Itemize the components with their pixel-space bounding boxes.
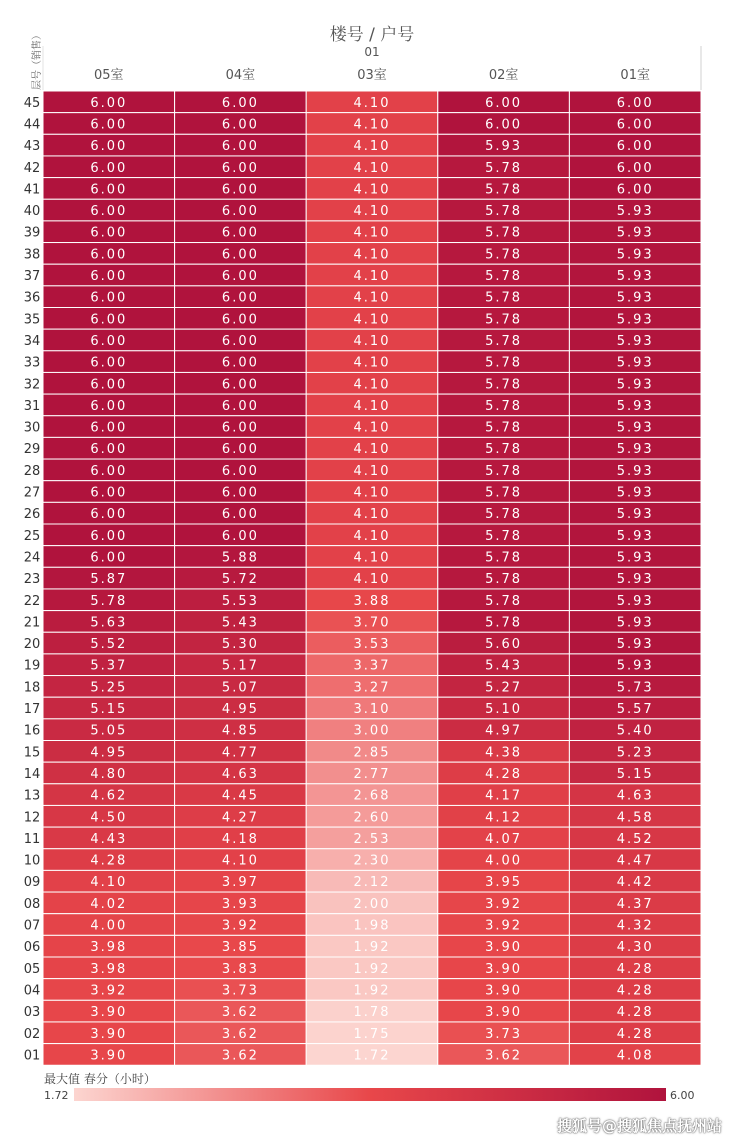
cell-value: 3.85: [221, 940, 259, 956]
row-label: 33: [23, 355, 41, 371]
row-label: 42: [23, 160, 41, 176]
cell-value: 3.83: [221, 961, 259, 977]
cell-value: 1.92: [353, 961, 391, 977]
cell-value: 4.10: [353, 247, 391, 263]
watermark-text: 搜狐号@搜狐焦点抚州站: [556, 1117, 722, 1135]
row-label: 26: [23, 507, 41, 523]
cell-value: 6.00: [221, 160, 259, 176]
cell-value: 5.93: [485, 139, 523, 155]
cell-value: 6.00: [221, 312, 259, 328]
cell-value: 4.17: [485, 788, 523, 804]
cell-value: 6.00: [90, 225, 128, 241]
cell-value: 4.10: [353, 225, 391, 241]
row-label: 27: [23, 485, 41, 501]
cell-value: 4.58: [616, 810, 654, 826]
cell-value: 3.62: [485, 1048, 523, 1064]
cell-value: 5.93: [616, 269, 654, 285]
cell-value: 4.47: [616, 853, 654, 869]
cell-value: 6.00: [616, 117, 654, 133]
cell-value: 6.00: [221, 528, 259, 544]
cell-value: 3.73: [485, 1026, 523, 1042]
row-label: 40: [23, 204, 41, 220]
cell-value: 5.93: [616, 507, 654, 523]
cell-value: 6.00: [90, 139, 128, 155]
cell-value: 3.10: [353, 702, 391, 718]
cell-value: 4.10: [353, 572, 391, 588]
cell-value: 1.92: [353, 983, 391, 999]
cell-value: 5.53: [221, 593, 259, 609]
column-header: 01室: [620, 68, 650, 83]
cell-value: 4.00: [485, 853, 523, 869]
column-header: 04室: [225, 68, 256, 83]
chart-title: 楼号 / 户号: [329, 25, 415, 45]
cell-value: 4.10: [353, 528, 391, 544]
cell-value: 4.10: [353, 355, 391, 371]
cell-value: 5.78: [485, 160, 523, 176]
cell-value: 5.93: [616, 485, 654, 501]
cell-value: 4.07: [485, 831, 523, 847]
row-label: 36: [23, 290, 41, 306]
cell-value: 6.00: [90, 550, 128, 566]
cell-value: 5.78: [485, 442, 523, 458]
cell-value: 5.78: [485, 247, 523, 263]
cell-value: 3.70: [353, 615, 391, 631]
cell-value: 5.43: [485, 658, 523, 674]
cell-value: 6.00: [90, 420, 128, 436]
row-label: 21: [23, 615, 41, 631]
cell-value: 4.63: [616, 788, 654, 804]
cell-value: 4.32: [616, 918, 654, 934]
cell-value: 5.87: [90, 572, 128, 588]
cell-value: 5.78: [485, 593, 523, 609]
cell-value: 5.78: [485, 225, 523, 241]
cell-value: 2.12: [353, 875, 391, 891]
cell-value: 4.18: [221, 831, 259, 847]
cell-value: 6.00: [90, 182, 128, 198]
cell-value: 5.93: [616, 572, 654, 588]
cell-value: 6.00: [485, 95, 523, 111]
cell-value: 5.93: [616, 463, 654, 479]
cell-value: 3.90: [90, 1048, 128, 1064]
cell-value: 6.00: [221, 247, 259, 263]
cell-value: 6.00: [90, 442, 128, 458]
cell-value: 5.78: [485, 572, 523, 588]
row-label: 01: [23, 1048, 41, 1064]
cell-value: 4.10: [353, 398, 391, 414]
cell-value: 6.00: [221, 182, 259, 198]
cell-value: 2.68: [353, 788, 391, 804]
cell-value: 4.10: [353, 463, 391, 479]
cell-value: 3.95: [485, 875, 523, 891]
row-label: 41: [23, 182, 41, 198]
cell-value: 1.75: [353, 1026, 391, 1042]
cell-value: 5.78: [485, 204, 523, 220]
cell-value: 6.00: [221, 290, 259, 306]
cell-value: 5.93: [616, 550, 654, 566]
cell-value: 5.93: [616, 355, 654, 371]
cell-value: 6.00: [221, 485, 259, 501]
cell-value: 3.90: [485, 961, 523, 977]
cell-value: 6.00: [221, 117, 259, 133]
cell-value: 6.00: [616, 182, 654, 198]
row-label: 32: [23, 377, 41, 393]
cell-value: 3.73: [221, 983, 259, 999]
cell-value: 5.93: [616, 204, 654, 220]
cell-value: 5.93: [616, 290, 654, 306]
cell-value: 4.95: [221, 702, 259, 718]
cell-value: 5.78: [485, 463, 523, 479]
row-label: 05: [23, 961, 41, 977]
column-header: 05室: [94, 68, 124, 83]
cell-value: 3.92: [90, 983, 128, 999]
cell-value: 5.52: [90, 637, 128, 653]
cell-value: 5.30: [221, 637, 259, 653]
cell-value: 4.10: [353, 420, 391, 436]
row-label: 38: [23, 247, 41, 263]
cell-value: 1.98: [353, 918, 391, 934]
cell-value: 1.72: [353, 1048, 391, 1064]
cell-value: 5.88: [221, 550, 259, 566]
cell-value: 2.85: [353, 745, 391, 761]
cell-value: 4.42: [616, 875, 654, 891]
row-label: 16: [23, 723, 41, 739]
cell-value: 4.45: [221, 788, 259, 804]
cell-value: 5.07: [221, 680, 259, 696]
cell-value: 4.28: [616, 1026, 654, 1042]
cell-value: 5.40: [616, 723, 654, 739]
cell-value: 6.00: [221, 377, 259, 393]
row-label: 34: [23, 333, 41, 349]
cell-value: 6.00: [90, 290, 128, 306]
cell-value: 5.78: [485, 420, 523, 436]
cell-value: 1.78: [353, 1005, 391, 1021]
row-label: 15: [23, 745, 41, 761]
cell-value: 5.78: [485, 615, 523, 631]
cell-value: 3.62: [221, 1026, 259, 1042]
cell-value: 6.00: [221, 442, 259, 458]
row-label: 09: [23, 875, 41, 891]
cell-value: 3.62: [221, 1048, 259, 1064]
row-label: 37: [23, 269, 41, 285]
cell-value: 4.97: [485, 723, 523, 739]
cell-value: 5.93: [616, 593, 654, 609]
cell-value: 2.53: [353, 831, 391, 847]
row-label: 35: [23, 312, 41, 328]
cell-value: 6.00: [90, 95, 128, 111]
cell-value: 4.10: [353, 507, 391, 523]
cell-value: 5.93: [616, 615, 654, 631]
row-label: 13: [23, 788, 41, 804]
row-label: 02: [23, 1026, 41, 1042]
cell-value: 6.00: [221, 95, 259, 111]
cell-value: 4.10: [353, 139, 391, 155]
cell-value: 1.92: [353, 940, 391, 956]
cell-value: 5.63: [90, 615, 128, 631]
cell-value: 4.08: [616, 1048, 654, 1064]
row-label: 10: [23, 853, 41, 869]
cell-value: 2.00: [353, 896, 391, 912]
cell-value: 5.93: [616, 658, 654, 674]
cell-value: 5.15: [90, 702, 128, 718]
row-label: 04: [23, 983, 41, 999]
cell-value: 2.60: [353, 810, 391, 826]
cell-value: 3.90: [485, 983, 523, 999]
cell-value: 4.12: [485, 810, 523, 826]
cell-value: 2.30: [353, 853, 391, 869]
cell-value: 6.00: [90, 463, 128, 479]
legend-min-label: 1.72: [44, 1089, 69, 1102]
row-label: 23: [23, 572, 41, 588]
cell-value: 5.93: [616, 398, 654, 414]
cell-value: 6.00: [90, 312, 128, 328]
cell-value: 4.52: [616, 831, 654, 847]
cell-value: 3.92: [221, 918, 259, 934]
cell-value: 4.63: [221, 766, 259, 782]
column-header: 03室: [357, 68, 387, 83]
cell-value: 6.00: [221, 355, 259, 371]
cell-value: 3.90: [485, 1005, 523, 1021]
row-label: 45: [23, 95, 41, 111]
cell-value: 5.93: [616, 333, 654, 349]
cell-value: 3.92: [485, 918, 523, 934]
cell-value: 6.00: [221, 139, 259, 155]
cell-value: 4.10: [353, 550, 391, 566]
cell-value: 5.60: [485, 637, 523, 653]
cell-value: 6.00: [221, 463, 259, 479]
row-label: 22: [23, 593, 41, 609]
cell-value: 4.10: [353, 377, 391, 393]
cell-value: 4.27: [221, 810, 259, 826]
cell-value: 6.00: [221, 204, 259, 220]
cell-value: 6.00: [616, 160, 654, 176]
row-label: 39: [23, 225, 41, 241]
cell-value: 3.90: [90, 1026, 128, 1042]
cell-value: 2.77: [353, 766, 391, 782]
cell-value: 5.93: [616, 442, 654, 458]
cell-value: 4.30: [616, 940, 654, 956]
cell-value: 3.93: [221, 896, 259, 912]
cell-value: 3.90: [90, 1005, 128, 1021]
row-label: 18: [23, 680, 41, 696]
cell-value: 3.62: [221, 1005, 259, 1021]
cell-value: 3.27: [353, 680, 391, 696]
cell-value: 5.93: [616, 528, 654, 544]
row-label: 03: [23, 1005, 41, 1021]
cell-value: 4.28: [616, 961, 654, 977]
cell-value: 6.00: [90, 269, 128, 285]
cell-value: 4.10: [353, 117, 391, 133]
cell-value: 5.78: [90, 593, 128, 609]
building-number: 01: [364, 45, 380, 59]
cell-value: 3.92: [485, 896, 523, 912]
row-label: 24: [23, 550, 41, 566]
row-label: 06: [23, 940, 41, 956]
cell-value: 5.93: [616, 247, 654, 263]
cell-value: 4.10: [353, 290, 391, 306]
cell-value: 5.93: [616, 637, 654, 653]
cell-value: 5.78: [485, 269, 523, 285]
cell-value: 4.28: [485, 766, 523, 782]
cell-value: 6.00: [221, 507, 259, 523]
cell-value: 5.78: [485, 550, 523, 566]
row-label: 28: [23, 463, 41, 479]
cell-value: 5.27: [485, 680, 523, 696]
cell-value: 5.78: [485, 398, 523, 414]
cell-value: 6.00: [221, 398, 259, 414]
row-label: 12: [23, 810, 41, 826]
cell-value: 4.10: [221, 853, 259, 869]
cell-value: 5.93: [616, 225, 654, 241]
cell-value: 5.17: [221, 658, 259, 674]
row-label: 43: [23, 139, 41, 155]
cell-value: 4.10: [353, 269, 391, 285]
cell-value: 3.90: [485, 940, 523, 956]
cell-value: 3.97: [221, 875, 259, 891]
cell-value: 5.05: [90, 723, 128, 739]
cell-value: 5.57: [616, 702, 654, 718]
cell-value: 4.43: [90, 831, 128, 847]
cell-value: 5.43: [221, 615, 259, 631]
cell-value: 4.95: [90, 745, 128, 761]
row-label: 31: [23, 398, 41, 414]
cell-value: 4.62: [90, 788, 128, 804]
legend-gradient-bar: [74, 1088, 666, 1101]
cell-value: 4.10: [353, 95, 391, 111]
cell-value: 5.78: [485, 355, 523, 371]
cell-value: 4.50: [90, 810, 128, 826]
row-label: 19: [23, 658, 41, 674]
cell-value: 5.78: [485, 377, 523, 393]
cell-value: 6.00: [221, 420, 259, 436]
cell-value: 5.78: [485, 485, 523, 501]
cell-value: 5.78: [485, 182, 523, 198]
legend-title: 最大值 春分（小时）: [44, 1072, 156, 1086]
cell-value: 6.00: [90, 247, 128, 263]
row-label: 14: [23, 766, 41, 782]
row-label: 17: [23, 702, 41, 718]
cell-value: 3.53: [353, 637, 391, 653]
cell-value: 5.72: [221, 572, 259, 588]
cell-value: 5.78: [485, 528, 523, 544]
cell-value: 5.23: [616, 745, 654, 761]
cell-value: 5.93: [616, 312, 654, 328]
cell-value: 4.02: [90, 896, 128, 912]
y-axis-label: 层号（销售）: [32, 30, 43, 90]
cell-value: 4.00: [90, 918, 128, 934]
cell-value: 3.88: [353, 593, 391, 609]
cell-value: 6.00: [90, 507, 128, 523]
cell-value: 4.77: [221, 745, 259, 761]
row-label: 30: [23, 420, 41, 436]
row-label: 07: [23, 918, 41, 934]
cell-value: 6.00: [90, 528, 128, 544]
cell-value: 4.10: [353, 182, 391, 198]
cell-value: 5.78: [485, 333, 523, 349]
cell-value: 6.00: [90, 485, 128, 501]
cell-value: 5.78: [485, 507, 523, 523]
cell-value: 5.15: [616, 766, 654, 782]
row-label: 11: [23, 831, 41, 847]
column-header: 02室: [488, 68, 519, 83]
cell-value: 4.10: [353, 204, 391, 220]
cell-value: 5.73: [616, 680, 654, 696]
cell-value: 4.10: [353, 312, 391, 328]
cell-value: 6.00: [90, 117, 128, 133]
cell-value: 6.00: [485, 117, 523, 133]
cell-value: 6.00: [616, 95, 654, 111]
cell-value: 6.00: [90, 204, 128, 220]
cell-value: 6.00: [90, 398, 128, 414]
cell-value: 3.00: [353, 723, 391, 739]
cell-value: 4.10: [353, 160, 391, 176]
cell-value: 6.00: [221, 269, 259, 285]
cell-value: 6.00: [221, 225, 259, 241]
cell-value: 5.78: [485, 312, 523, 328]
row-label: 20: [23, 637, 41, 653]
cell-value: 3.98: [90, 940, 128, 956]
cell-value: 6.00: [221, 333, 259, 349]
cell-value: 4.85: [221, 723, 259, 739]
cell-value: 5.93: [616, 420, 654, 436]
cell-value: 6.00: [90, 160, 128, 176]
row-label: 44: [23, 117, 41, 133]
cell-value: 4.10: [353, 442, 391, 458]
legend-max-label: 6.00: [670, 1089, 695, 1102]
cell-value: 4.28: [90, 853, 128, 869]
cell-value: 4.28: [616, 1005, 654, 1021]
cell-value: 4.10: [353, 485, 391, 501]
cell-value: 4.38: [485, 745, 523, 761]
cell-value: 5.78: [485, 290, 523, 306]
cell-value: 6.00: [90, 377, 128, 393]
cell-value: 6.00: [90, 333, 128, 349]
cell-value: 4.37: [616, 896, 654, 912]
cell-value: 4.28: [616, 983, 654, 999]
cell-value: 6.00: [90, 355, 128, 371]
cell-value: 5.25: [90, 680, 128, 696]
cell-value: 5.10: [485, 702, 523, 718]
cell-value: 4.10: [353, 333, 391, 349]
cell-value: 6.00: [616, 139, 654, 155]
cell-value: 3.37: [353, 658, 391, 674]
cell-value: 3.98: [90, 961, 128, 977]
row-label: 25: [23, 528, 41, 544]
row-label: 08: [23, 896, 41, 912]
row-label: 29: [23, 442, 41, 458]
cell-value: 5.37: [90, 658, 128, 674]
cell-value: 4.10: [90, 875, 128, 891]
cell-value: 5.93: [616, 377, 654, 393]
cell-value: 4.80: [90, 766, 128, 782]
